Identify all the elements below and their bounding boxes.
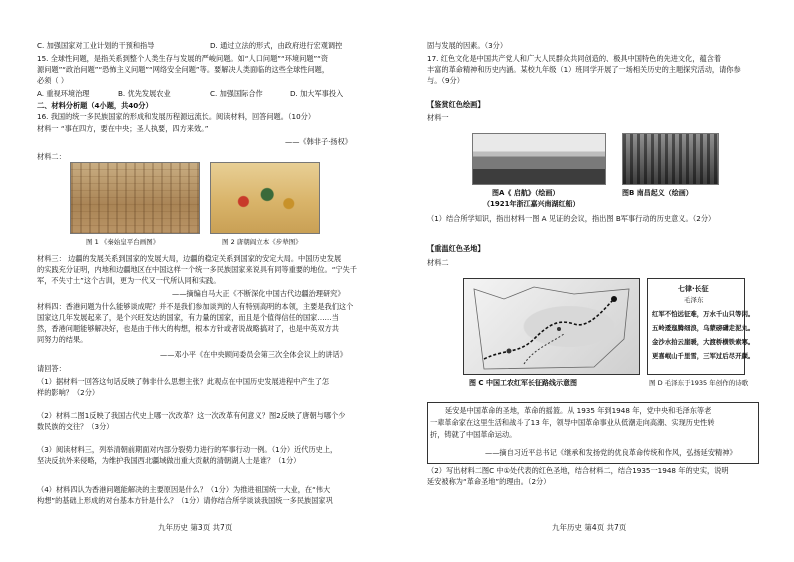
material-two-label-right: 材料二 <box>427 258 449 267</box>
sub-question-17-1: （1）结合所学知识，指出材料一图 A 见证的会议，指出图 B军事行动的历史意义。（2分） <box>427 214 716 223</box>
poem-title: 七律·长征 <box>678 285 709 293</box>
poem-line-3: 金沙水拍云崖暖，大渡桥横铁索寒。 <box>652 338 755 346</box>
option-b-15: B. 优先发展农业 <box>118 89 171 98</box>
figure-a-image <box>472 133 606 185</box>
figure-b-caption: 图B 南昌起义（绘画） <box>622 189 693 197</box>
figure-d-caption: 图 D 毛泽东于1935 年创作的诗歌 <box>649 379 749 387</box>
sub-question-2-line1: （2）材料二图1反映了我国古代史上哪一次改革？这一次改革有何意义？图2反映了唐朝与哪个少 <box>37 411 346 420</box>
sub-question-17-2-line1: （2）写出材料二图C 中①处代表的红色圣地，结合材料二，结合1935一1948 年的史实，说明 <box>427 466 729 475</box>
sub-question-17-2-line2: 延安被称为“革命圣地”的理由。（2分） <box>427 477 551 486</box>
option-d-15: D. 加大军事投入 <box>290 89 344 98</box>
question-15-line3: 必须（ ） <box>37 76 69 85</box>
material-four-line4: 同努力的结果。 <box>37 335 88 344</box>
material-one: 材料一 “事在四方，要在中央；圣人执要，四方来效。” <box>37 124 209 133</box>
figure-c-caption: 图 C 中国工农红军长征路线示意图 <box>469 379 578 387</box>
question-17-line2: 丰富的革命精神和历史内涵。某校九年级（1）班同学开展了一场相关历史的主题探究活动，请你参 <box>427 65 741 74</box>
option-a-15: A. 重视环境治理 <box>37 89 90 98</box>
poem-author: 毛泽东 <box>684 296 704 304</box>
option-c-14: C. 加强国家对工业计划的干预和指导 <box>37 41 155 50</box>
material-four-source: ——邓小平《在中央顾问委员会第三次全体会议上的讲话》 <box>160 350 347 359</box>
material-three-line1: 材料三： 边疆的发展关系到国家的发展大局，边疆的稳定关系到国家的安定大局。中国历史发展 <box>37 254 342 263</box>
poem-line-1: 红军不怕远征难，万水千山只等闲。 <box>652 310 755 318</box>
long-march-route-icon <box>464 279 639 374</box>
right-column <box>397 0 794 562</box>
sub-question-2-line2: 数民族的交往？（3分） <box>37 422 114 431</box>
figure-a-caption: 图A《 启航》（绘画） <box>492 189 560 197</box>
answer-prompt: 请回答： <box>37 364 66 373</box>
material-one-source: ——《韩非子·扬权》 <box>285 137 352 146</box>
question-16-intro: 16. 我国的统一多民族国家的形成和发展历程源远流长。阅读材料，回答问题。（10分） <box>37 112 316 121</box>
sub-question-1-line1: （1）据材料一回答这句话反映了韩非什么思想主张？此观点在中国历史发展进程中产生了怎 <box>37 377 330 386</box>
material-one-label: 材料一 <box>427 113 449 122</box>
material-four-line1: 材料四：香港问题为什么能够谈成呢？并不是我们参加谈判的人有特别高明的本领，主要是我们这个 <box>37 302 354 311</box>
question-17-line3: 与。（9分） <box>427 76 464 85</box>
section-red-painting: 【鉴赏红色绘画】 <box>427 100 485 109</box>
material-two-label: 材料二： <box>37 152 66 161</box>
poem-box <box>647 278 755 375</box>
figure-1-caption: 图 1 《秦始皇平台画图》 <box>86 238 160 246</box>
material-three-line3: 军，不失寸土”这个古训，更为一代又一代所认同和实践。 <box>37 276 221 285</box>
sub-question-3-line1: （3）阅读材料三，列举清朝前期面对内部分裂势力进行的军事行动一例。（1分）近代历史上， <box>37 445 338 454</box>
material-three-line2: 的实践充分证明，内地和边疆地区在中国这样一个统一多民族国家来说具有同等重要的地位。“宁失千 <box>37 265 357 274</box>
section-two-heading: 二、材料分析题（4小题，共40分） <box>37 101 153 110</box>
option-c-15: C. 加强国际合作 <box>210 89 263 98</box>
right-page-footer: 九年历史 第4页 共7页 <box>552 523 627 532</box>
question-15-line1: 15. 全球性问题，是指关系到整个人类生存与发展的严峻问题。如“人口问题”“环境问题”“资 <box>37 54 329 63</box>
yanan-line1: 延安是中国革命的圣地，革命的摇篮。从 1935 年到1948 年，党中央和毛泽东等老 <box>445 406 712 415</box>
left-page-footer: 九年历史 第3页 共7页 <box>158 523 233 532</box>
material-four-line3: 然，香港问题能够解决好，也是由于伟大的构想，根本方针或者说战略搞对了，也是中英双方共 <box>37 324 339 333</box>
figure-b-image <box>622 133 719 185</box>
right-page <box>397 0 794 562</box>
figure-2-image <box>210 162 320 234</box>
sub-question-4-line1: （4）材料四认为香港问题能解决的主要原因是什么？（1分）为推进祖国统一大业，在“伟大 <box>37 485 331 494</box>
figure-2-caption: 图 2 唐朝阎立本《步辇图》 <box>222 238 302 246</box>
sub-question-3-line2: 坚决反抗外来侵略，为维护我国西北疆域做出重大贡献的清朝湖人士是谁？（1分） <box>37 456 301 465</box>
material-four-line2: 国家这几年发展起来了，是个兴旺发达的国家，有力量的国家，而且是个值得信任的国家……当 <box>37 313 339 322</box>
sub-question-4-line2: 构想”的基础上形成的对台基本方针是什么？（1分）请你结合所学谈谈我国统一多民族国家巩 <box>37 496 333 505</box>
question-15-line2: 源问题”“政治问题”“恐怖主义问题”“网络安全问题”等。要解决人类面临的这些全球性问题， <box>37 65 330 74</box>
yanan-line3: 折，铸就了中国革命运动。 <box>430 430 517 439</box>
long-march-map <box>463 278 640 375</box>
figure-a-subcaption: （1921年浙江嘉兴南湖红船） <box>483 200 580 208</box>
option-d-14: D. 通过立法的形式，由政府进行宏观调控 <box>210 41 343 50</box>
q16-continued: 固与发展的因素。（3分） <box>427 41 508 50</box>
figure-1-image <box>70 162 200 234</box>
question-17-line1: 17. 红色文化是中国共产党人和广大人民群众共同创造的、极具中国特色的先进文化，蕴含着 <box>427 54 722 63</box>
yanan-line2: 一辈革命家在这里生活和战斗了13 年，领导中国革命事业从低潮走向高潮、实现历史性转 <box>430 418 715 427</box>
yanan-source: ——摘自习近平总书记《继承和发扬党的优良革命传统和作风，弘扬延安精神》 <box>485 448 737 457</box>
poem-line-4: 更喜岷山千里雪，三军过后尽开颜。 <box>652 352 755 360</box>
poem-line-2: 五岭逶迤腾细浪，乌蒙磅礴走泥丸。 <box>652 324 755 332</box>
section-red-holy-land: 【重温红色圣地】 <box>427 244 485 253</box>
sub-question-1-line2: 样的影响？（2分） <box>37 388 100 397</box>
material-three-source: ——摘编自马大正《不断深化中国古代边疆治理研究》 <box>172 289 345 298</box>
